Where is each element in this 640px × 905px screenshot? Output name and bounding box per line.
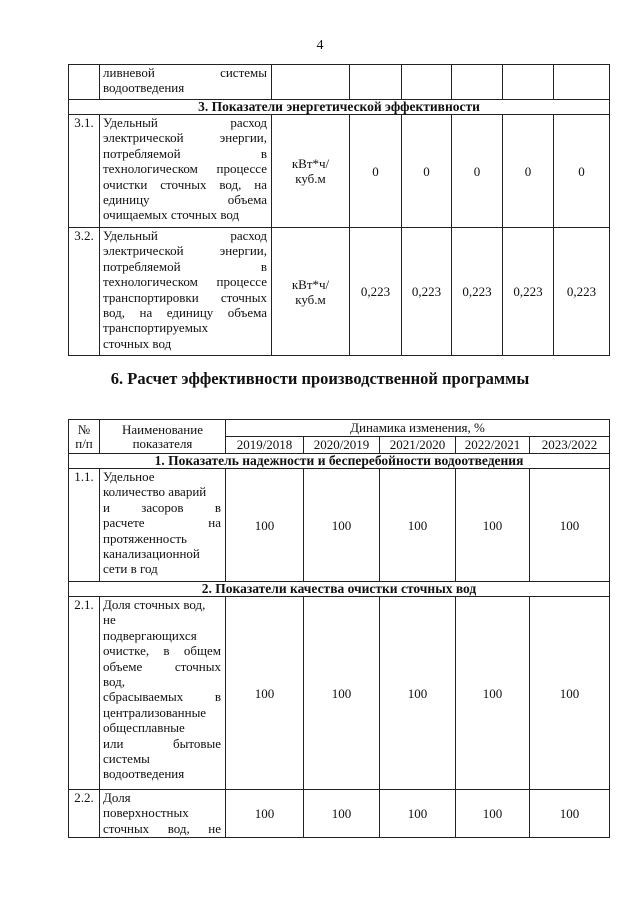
- value-cell: 0,223: [554, 228, 610, 356]
- value-cell: 100: [304, 597, 380, 790]
- table-row: [69, 65, 610, 100]
- unit-cell: кВт*ч/ куб.м: [272, 228, 350, 356]
- value-cell: 100: [530, 469, 610, 582]
- section-2-title: 2. Показатели качества очистки сточных вод: [69, 582, 610, 597]
- value-cell: 100: [380, 790, 456, 838]
- row-number: 1.1.: [69, 469, 100, 582]
- value-cell: 100: [380, 469, 456, 582]
- table-row: [69, 597, 610, 790]
- row-number: 2.1.: [69, 597, 100, 790]
- value-cell: 100: [380, 597, 456, 790]
- value-cell: 100: [226, 469, 304, 582]
- header-row: [69, 420, 610, 437]
- indicator-name: Удельный расход электрической энергии, потребляемой в технологическом процессе транспортировки сточных вод, на единицу объема транспортируемых сточных вод: [100, 228, 272, 356]
- indicator-name: Удельное количество аварий и засоров в расчете на протяженность канализационной сети в год: [100, 469, 226, 582]
- value-cell: 0: [554, 115, 610, 228]
- indicator-name: ливневой системы водоотведения: [100, 65, 272, 100]
- unit-cell: кВт*ч/ куб.м: [272, 115, 350, 228]
- value-cell: 0,223: [350, 228, 402, 356]
- year-header: 2021/2020: [380, 437, 456, 454]
- row-number: 2.2.: [69, 790, 100, 838]
- energy-indicators-table: [68, 64, 610, 356]
- indicator-name: Удельный расход электрической энергии, потребляемой в технологическом процессе очистки сточных вод, на единицу объема очищаемых сточных вод: [100, 115, 272, 228]
- value-cell: 100: [456, 790, 530, 838]
- section-6-heading: 6. Расчет эффективности производственной программы: [110, 369, 530, 388]
- year-header: 2022/2021: [456, 437, 530, 454]
- section-header-row: [69, 100, 610, 115]
- section-1-title: 1. Показатель надежности и бесперебойности водоотведения: [69, 454, 610, 469]
- row-number: 3.1.: [69, 115, 100, 228]
- value-cell: 100: [530, 597, 610, 790]
- section-header-row: [69, 454, 610, 469]
- year-header: 2020/2019: [304, 437, 380, 454]
- table-row: [69, 228, 610, 356]
- efficiency-table: [68, 419, 610, 838]
- value-cell: 100: [226, 790, 304, 838]
- value-cell: 100: [456, 597, 530, 790]
- value-cell: 100: [456, 469, 530, 582]
- row-number: 3.2.: [69, 228, 100, 356]
- value-cell: 0: [350, 115, 402, 228]
- value-cell: 0: [402, 115, 452, 228]
- value-cell: 100: [226, 597, 304, 790]
- table-row: [69, 469, 610, 582]
- table-row: [69, 790, 610, 838]
- dynamics-header: Динамика изменения, %: [226, 420, 610, 437]
- value-cell: 100: [304, 790, 380, 838]
- page-number: 4: [316, 38, 324, 53]
- section-header-row: [69, 582, 610, 597]
- value-cell: 0: [503, 115, 554, 228]
- section-3-title: 3. Показатели энергетической эффективности: [69, 100, 610, 115]
- value-cell: 0,223: [402, 228, 452, 356]
- value-cell: 0: [452, 115, 503, 228]
- value-cell: 0,223: [452, 228, 503, 356]
- table-row: [69, 115, 610, 228]
- col-number-header: № п/п: [69, 420, 100, 454]
- col-name-header: Наименование показателя: [100, 420, 226, 454]
- value-cell: 100: [304, 469, 380, 582]
- value-cell: 100: [530, 790, 610, 838]
- year-header: 2019/2018: [226, 437, 304, 454]
- year-header: 2023/2022: [530, 437, 610, 454]
- indicator-name: Доля поверхностных сточных вод, не: [100, 790, 226, 838]
- indicator-name: Доля сточных вод, не подвергающихся очистке, в общем объеме сточных вод, сбрасываемых в централизованные общесплавные или бытовые системы водоотведения: [100, 597, 226, 790]
- value-cell: 0,223: [503, 228, 554, 356]
